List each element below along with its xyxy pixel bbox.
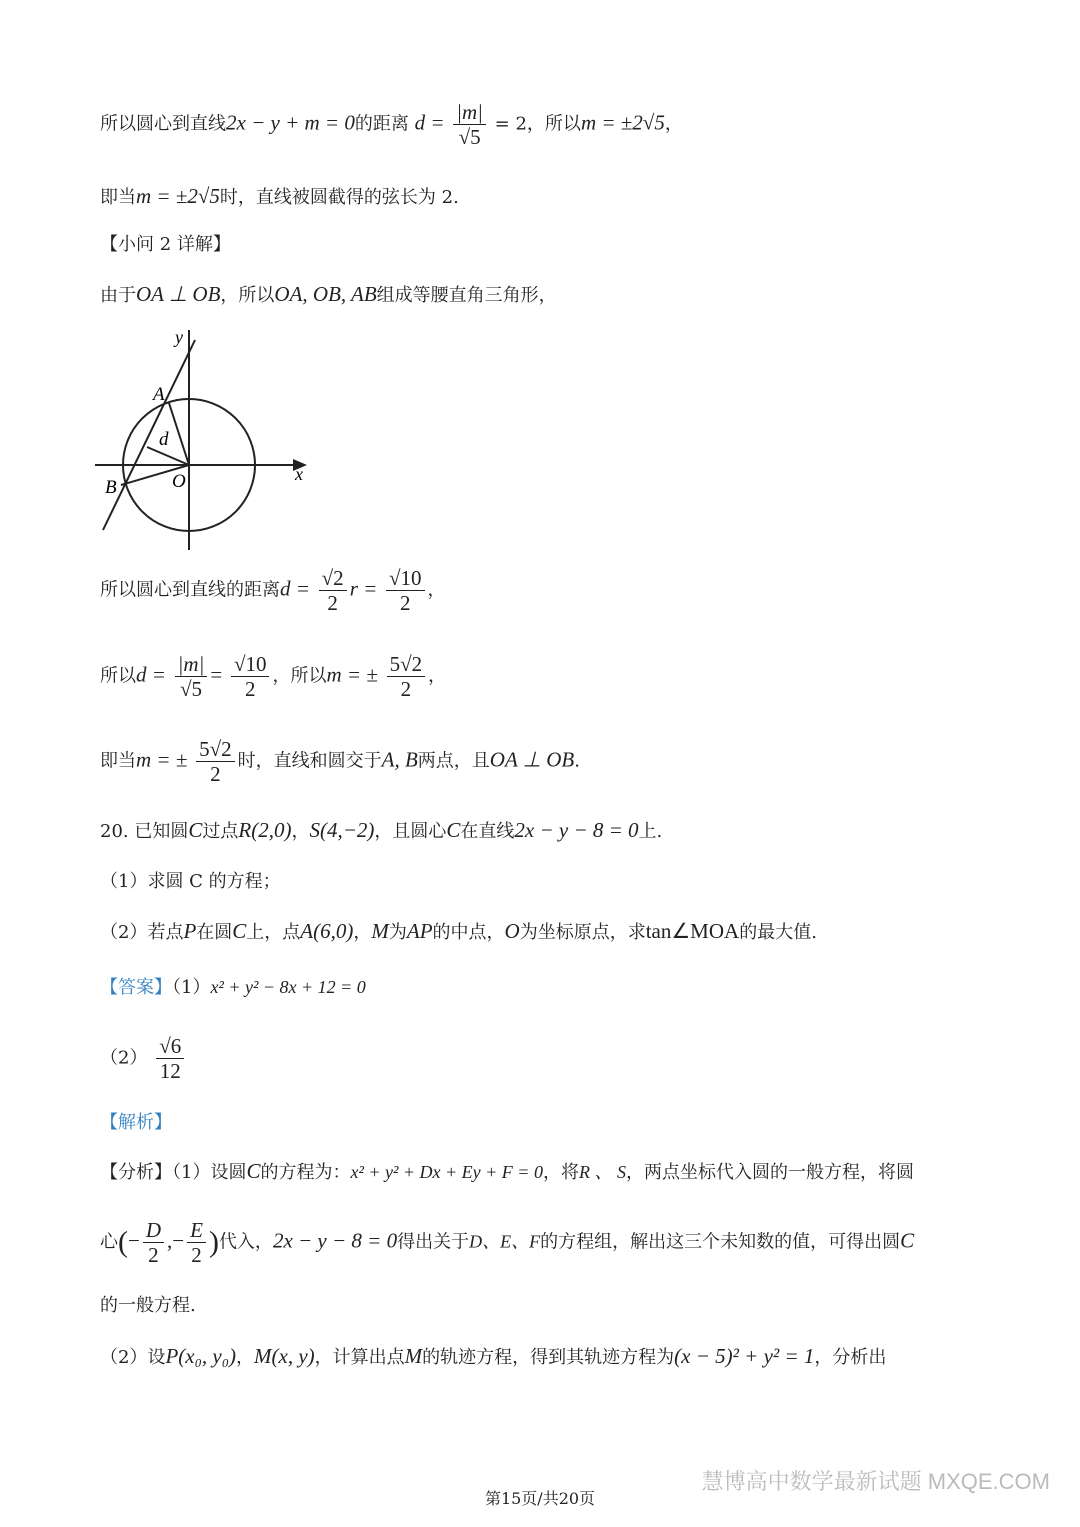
question-20-part-1: （1）求圆 C 的方程； <box>100 871 281 892</box>
text-line-m-solve: 所以d = $\frac{|m|}{√5}$ = $\frac{√10}{2}$ ，所以m = ± $\frac{5√2}{2}$ ， <box>100 652 447 702</box>
question-20: 20. 已知圆C过点R(2,0)，S(4,−2)，且圆心C在直线2x − y − 8 = 0上. <box>100 818 663 842</box>
analysis-line-2: 心(− $\frac{D}{2}$ ,− $\frac{E}{2}$ )代入，2x − y − 8 = 0得出关于D、E、F的方程组，解出这三个未知数的值，可得出圆C <box>100 1218 915 1268</box>
answer-part-1: 【答案】（1）x² + y² − 8x + 12 = 0 <box>100 977 366 998</box>
text-line-conclusion: 即当m = ± $\frac{5√2}{2}$ 时，直线和圆交于A, B两点，且OA ⊥ OB. <box>100 737 580 787</box>
analysis-tag: 【解析】 <box>100 1112 172 1132</box>
analysis-line-3: 的一般方程. <box>100 1295 196 1316</box>
page-footer: 第15页/共20页 <box>484 1489 596 1508</box>
label-x: x <box>295 464 303 484</box>
analysis-line-4: （2）设P(x₀, y₀)，M(x, y)，计算出点M的轨迹方程，得到其轨迹方程为(x − 5)² + y² = 1，分析出 <box>100 1344 887 1368</box>
answer-tag: 【答案】 <box>100 977 172 997</box>
text-line-distance-d: 所以圆心到直线的距离d = $\frac{√2}{2}$ r = $\frac{√10}{2}$ ， <box>100 566 446 616</box>
label-o: O <box>172 471 186 492</box>
watermark: 慧博高中数学最新试题 MXQE.COM <box>701 1469 1050 1494</box>
label-a: A <box>153 384 165 405</box>
text-line-chord-result: 即当m = ±2√5时，直线被圆截得的弦长为 2. <box>100 184 459 208</box>
analysis-line-1: 【分析】（1）设圆C的方程为：x² + y² + Dx + Ey + F = 0，将R 、 S，两点坐标代入圆的一般方程，将圆 <box>100 1159 914 1183</box>
answer-part-2: （2） $\frac{√6}{12}$ <box>100 1034 187 1083</box>
label-y: y <box>175 327 183 347</box>
question-20-part-2: （2）若点P在圆C上，点A(6,0)，M为AP的中点，O为坐标原点，求tan∠MOA的最大值. <box>100 919 817 943</box>
text-line-perpendicular: 由于OA ⊥ OB，所以OA, OB, AB组成等腰直角三角形， <box>100 282 557 306</box>
circle-diagram <box>95 325 320 550</box>
subquestion-heading: 【小问 2 详解】 <box>100 234 231 255</box>
text-line-distance-formula: 所以圆心到直线2x − y + m = 0的距离 d = $\frac{|m|}{√5}$ = 2，所以m = ±2√5， <box>100 100 683 150</box>
label-d: d <box>159 429 169 450</box>
label-b: B <box>105 477 117 498</box>
